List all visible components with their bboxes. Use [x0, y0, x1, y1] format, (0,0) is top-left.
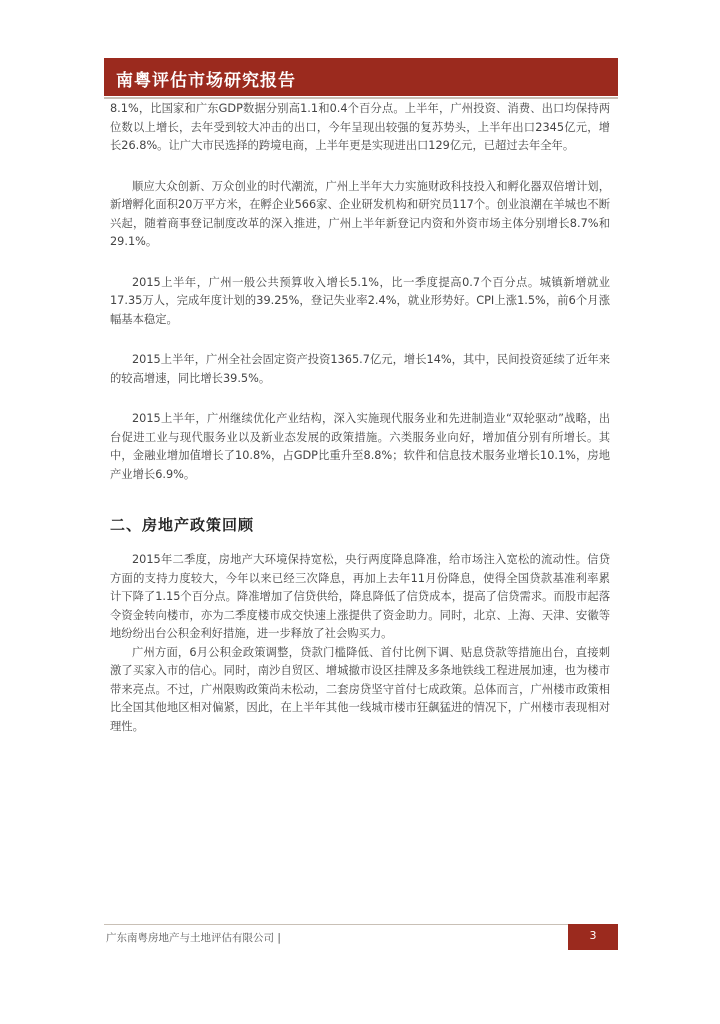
footer-divider	[104, 924, 618, 925]
paragraph: 2015年二季度，房地产大环境保持宽松，央行两度降息降准，给市场注入宽松的流动性。信贷方面的支持力度较大，今年以来已经三次降息，再加上去年11月份降息，使得全国贷款基准利率累计下降了1.15个百分点。降准增加了信贷供给，降息降低了信贷成本，提高了信贷需求。而股市起落令资金转向楼市，亦为二季度楼市成交快速上涨提供了资金助力。同时，北京、上海、天津、安徽等地纷纷出台公积金利好措施，进一步释放了社会购买力。	[110, 553, 610, 640]
header-divider	[104, 97, 618, 99]
report-title: 南粤评估市场研究报告	[116, 71, 296, 91]
paragraph: 2015上半年，广州一般公共预算收入增长5.1%，比一季度提高0.7个百分点。城镇新增就业17.35万人，完成年度计划的39.25%，登记失业率2.4%，就业形势好。CPI上涨1.5%，前6个月涨幅基本稳定。	[110, 275, 610, 326]
paragraph: 顺应大众创新、万众创业的时代潮流，广州上半年大力实施财政科技投入和孵化器双倍增计划，新增孵化面积20万平方米，在孵企业566家、企业研发机构和研究员117个。创业浪潮在羊城也不断兴起，随着商事登记制度改革的深入推进，广州上半年新登记内资和外资市场主体分别增长8.7%和29.1%。	[110, 179, 610, 248]
footer-company: 广东南粤房地产与土地评估有限公司 |	[106, 932, 281, 944]
page-number: 3	[589, 929, 597, 942]
paragraph: 2015上半年，广州继续优化产业结构，深入实施现代服务业和先进制造业“双轮驱动”战略，出台促进工业与现代服务业以及新业态发展的政策措施。六类服务业向好，增加值分别有所增长。其中，金融业增加值增长了10.8%，占GDP比重升至8.8%；软件和信息技术服务业增长10.1%，房地产业增长6.9%。	[110, 412, 610, 481]
paragraph: 2015上半年，广州全社会固定资产投资1365.7亿元，增长14%，其中，民间投资延续了近年来的较高增速，同比增长39.5%。	[110, 353, 610, 385]
section-heading: 二、房地产政策回顾	[110, 516, 255, 534]
page-content	[110, 100, 610, 736]
paragraph: 8.1%，比国家和广东GDP数据分别高1.1和0.4个百分点。上半年，广州投资、消费、出口均保持两位数以上增长，去年受到较大冲击的出口，今年呈现出较强的复苏势头，上半年出口2345亿元，增长26.8%。让广大市民选择的跨境电商，上半年更是实现进出口129亿元，已超过去年全年。	[110, 102, 610, 152]
paragraph: 广州方面，6月公积金政策调整，贷款门槛降低、首付比例下调、贴息贷款等措施出台，直接刺激了买家入市的信心。同时，南沙自贸区、增城撤市设区挂牌及多条地铁线工程进展加速，也为楼市带来亮点。不过，广州限购政策尚未松动，二套房贷坚守首付七成政策。总体而言，广州楼市政策相比全国其他地区相对偏紧，因此，在上半年其他一线城市楼市狂飙猛进的情况下，广州楼市表现相对理性。	[110, 645, 610, 733]
